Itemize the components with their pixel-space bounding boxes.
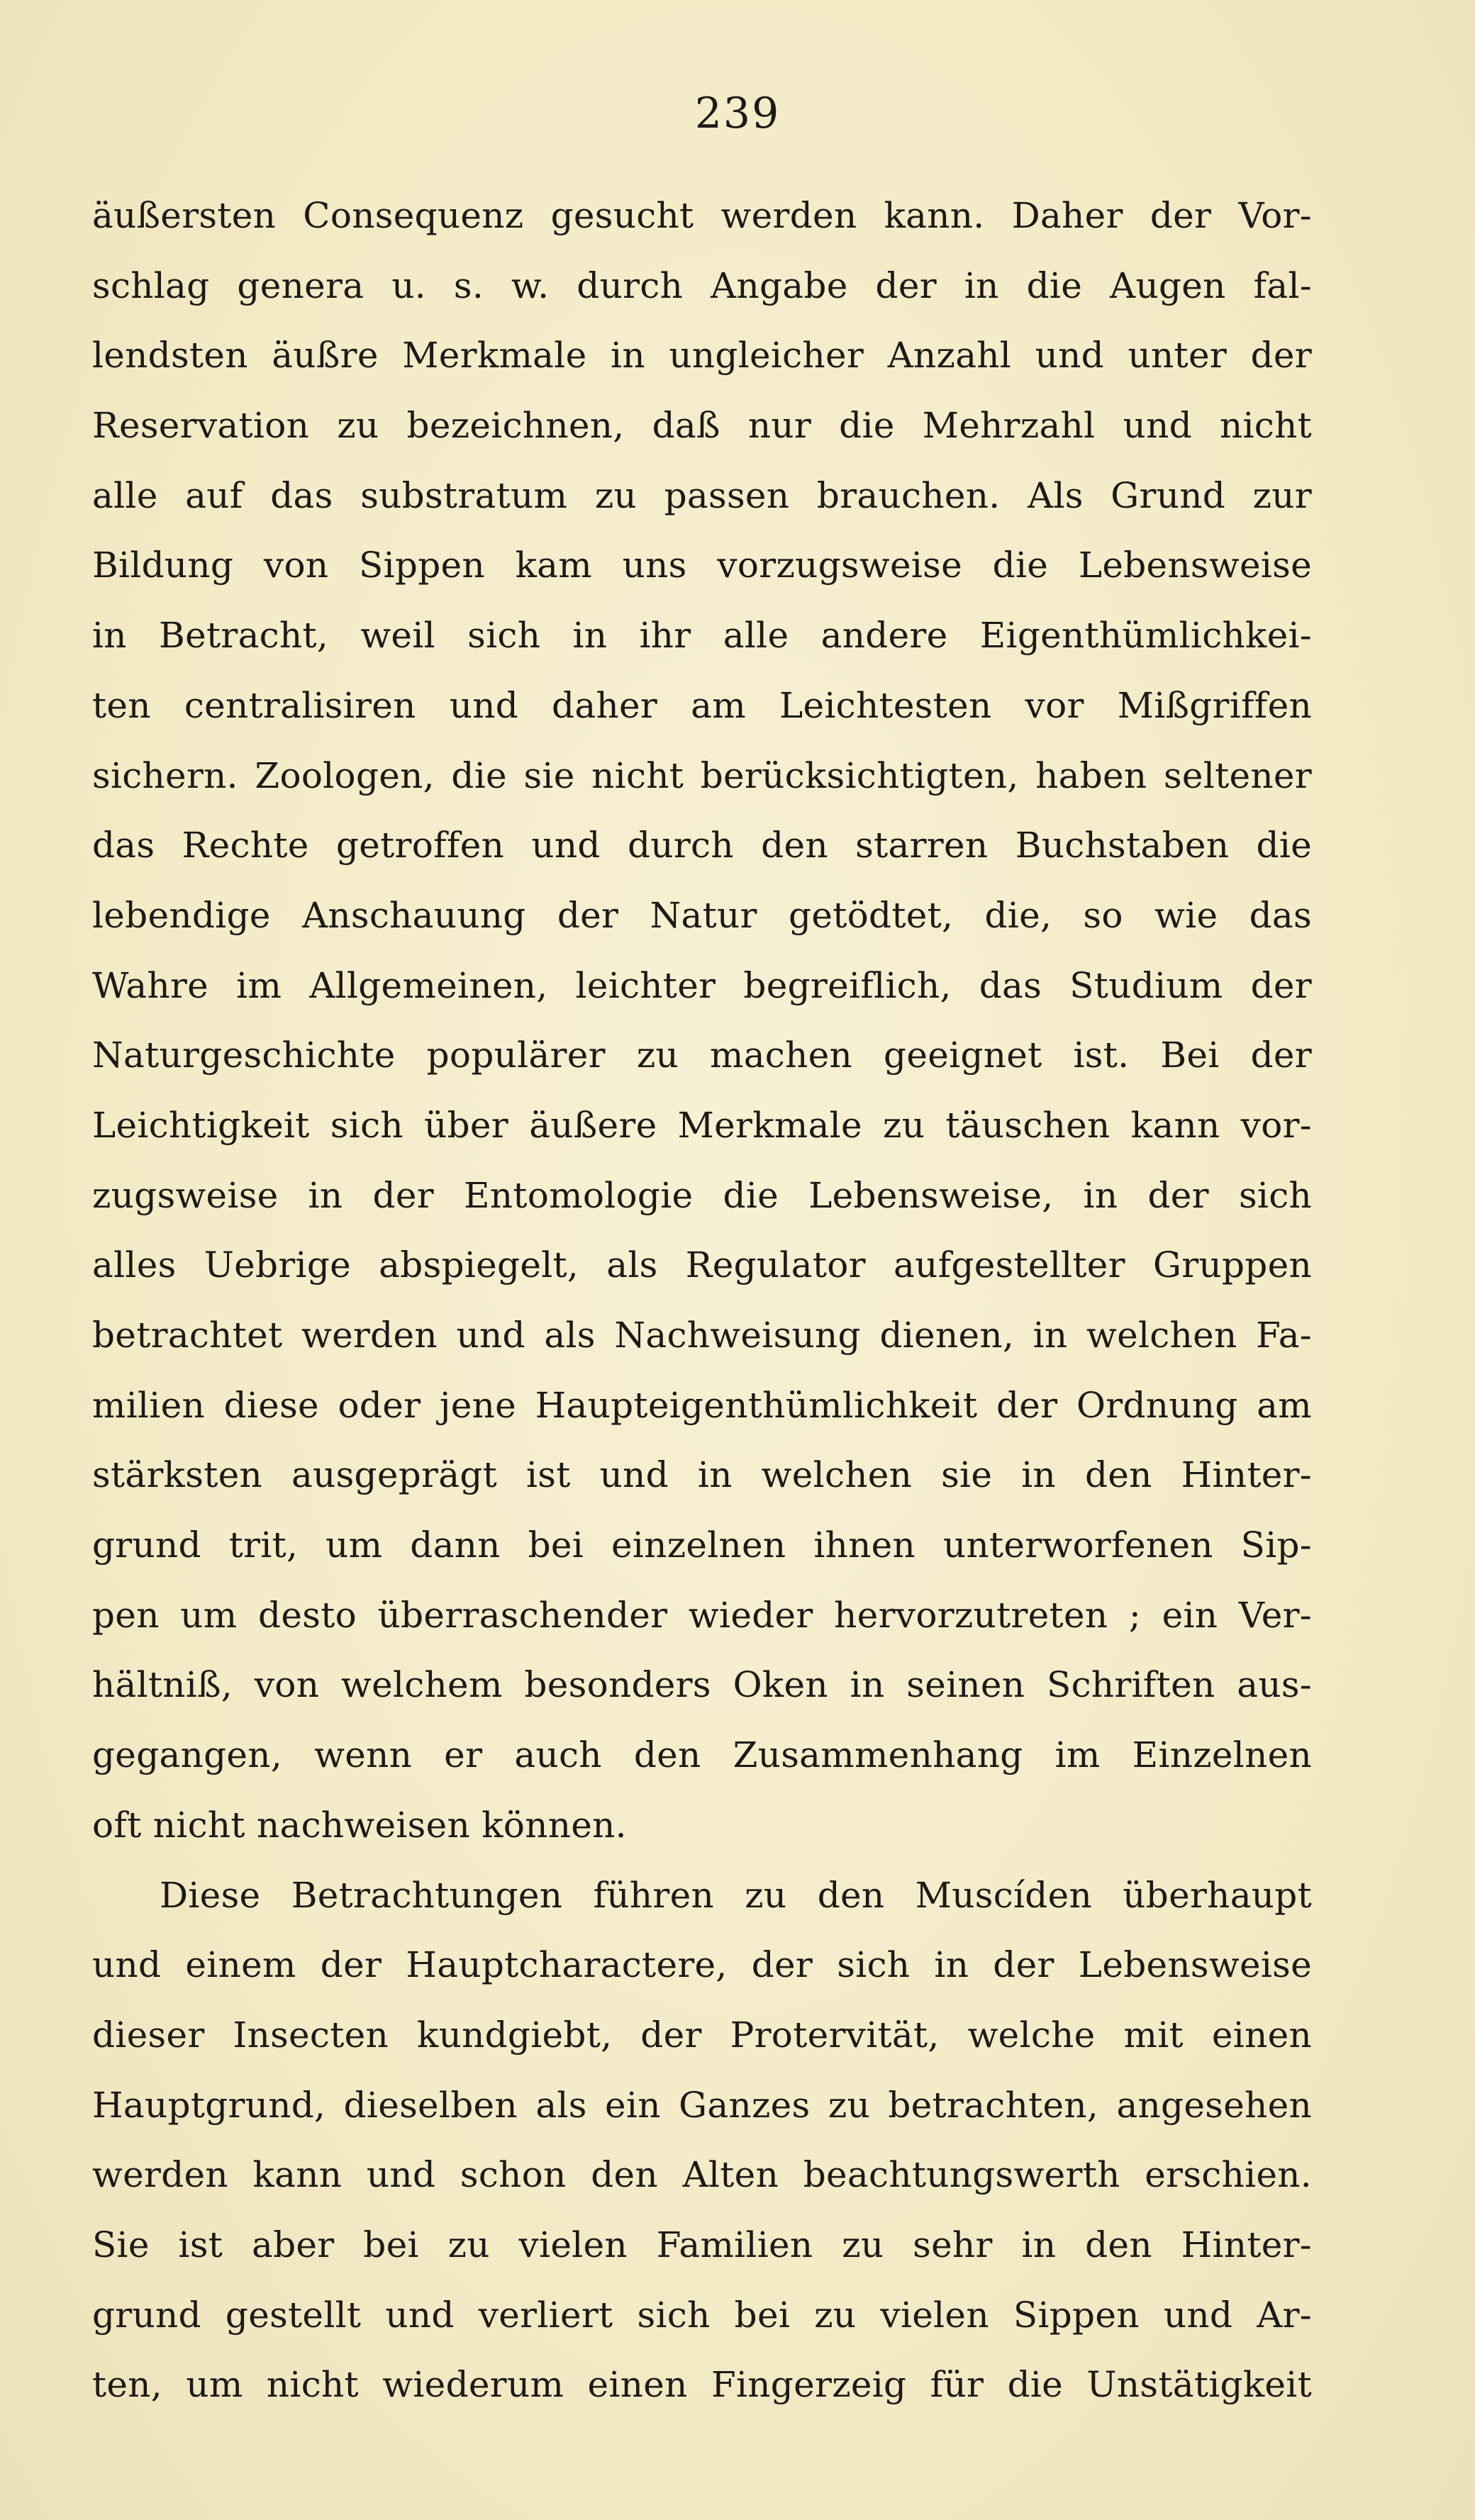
text-line: Hauptgrund, dieselben als ein Ganzes zu betrachten, angesehen (92, 2084, 1312, 2126)
text-line: gegangen, wenn er auch den Zusammenhang im Einzelnen (92, 1734, 1312, 1776)
text-line: hältniß, von welchem besonders Oken in seinen Schriften aus- (92, 1664, 1312, 1706)
page-number: 239 (694, 89, 781, 138)
text-line: Naturgeschichte populärer zu machen geeignet ist. Bei der (92, 1035, 1312, 1076)
body-text (92, 181, 1312, 2420)
text-line: Leichtigkeit sich über äußere Merkmale zu täuschen kann vor- (92, 1104, 1312, 1146)
text-line: in Betracht, weil sich in ihr alle andere Eigenthümlichkei- (92, 615, 1312, 657)
text-line: ten centralisiren und daher am Leichtesten vor Mißgriffen (92, 684, 1312, 726)
text-line: schlag genera u. s. w. durch Angabe der in die Augen fal- (92, 264, 1312, 306)
text-line: ten, um nicht wiederum einen Fingerzeig für die Unstätigkeit (92, 2364, 1312, 2406)
text-line: werden kann und schon den Alten beachtungswerth erschien. (92, 2154, 1312, 2196)
text-line: zugsweise in der Entomologie die Lebensweise, in der sich (92, 1174, 1312, 1216)
text-line: grund gestellt und verliert sich bei zu vielen Sippen und Ar- (92, 2294, 1312, 2336)
text-line: pen um desto überraschender wieder hervorzutreten ; ein Ver- (92, 1594, 1312, 1636)
text-line: grund trit, um dann bei einzelnen ihnen unterworfenen Sip- (92, 1524, 1312, 1566)
text-line: alles Uebrige abspiegelt, als Regulator aufgestellter Gruppen (92, 1244, 1312, 1286)
text-line: alle auf das substratum zu passen brauchen. Als Grund zur (92, 474, 1312, 516)
text-line: milien diese oder jene Haupteigenthümlichkeit der Ordnung am (92, 1384, 1312, 1426)
text-line: Sie ist aber bei zu vielen Familien zu sehr in den Hinter- (92, 2224, 1312, 2265)
text-line: das Rechte getroffen und durch den starren Buchstaben die (92, 825, 1312, 866)
text-line: sichern. Zoologen, die sie nicht berücksichtigten, haben seltener (92, 754, 1312, 796)
text-line: und einem der Hauptcharactere, der sich in der Lebensweise (92, 1944, 1312, 1986)
text-line: Reservation zu bezeichnen, daß nur die Mehrzahl und nicht (92, 405, 1312, 447)
text-line: stärksten ausgeprägt ist und in welchen sie in den Hinter- (92, 1454, 1312, 1496)
text-line: dieser Insecten kundgiebt, der Protervität, welche mit einen (92, 2014, 1312, 2056)
text-line: lendsten äußre Merkmale in ungleicher Anzahl und unter der (92, 335, 1312, 377)
text-line: Bildung von Sippen kam uns vorzugsweise die Lebensweise (92, 545, 1312, 586)
paragraph-end-line: oft nicht nachweisen können. (92, 1804, 627, 1846)
text-line: betrachtet werden und als Nachweisung dienen, in welchen Fa- (92, 1315, 1312, 1356)
text-line: lebendige Anschauung der Natur getödtet, die, so wie das (92, 894, 1312, 936)
text-line: Wahre im Allgemeinen, leichter begreiflich, das Studium der (92, 964, 1312, 1006)
text-line: äußersten Consequenz gesucht werden kann. Daher der Vor- (92, 195, 1312, 236)
paragraph-start-line: Diese Betrachtungen führen zu den Muscíden überhaupt (160, 1874, 1312, 1916)
